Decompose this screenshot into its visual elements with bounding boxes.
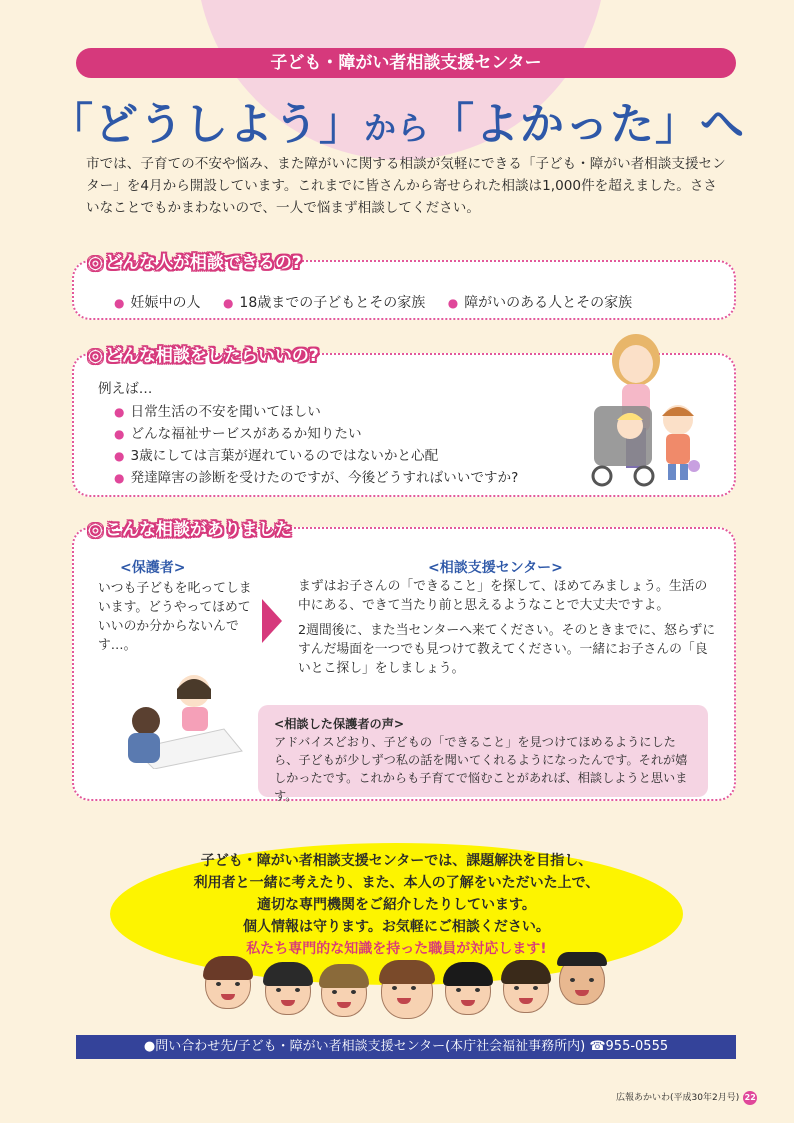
- section-who-heading-text: どんな人が相談できるの?: [104, 253, 302, 273]
- list-item: ● 発達障害の診断を受けたのですが、今後どうすればいいですか?: [114, 470, 519, 486]
- voice-title: <相談した保護者の声>: [274, 717, 405, 731]
- bullet-icon: ●: [447, 296, 459, 310]
- section-what-heading-text: どんな相談をしたらいいの?: [104, 346, 319, 366]
- parent-voice-box: [258, 705, 708, 803]
- info-highlight: 私たち専門的な知識を持った職員が対応します!: [246, 941, 547, 957]
- double-circle-icon: ◎: [88, 253, 103, 273]
- parent-text: いつも子どもを叱ってしまいます。どうやってほめていいのか分からないんです…。: [98, 581, 252, 653]
- voice-text: アドバイスどおり、子どもの「できること」を見つけてほめるようにしたら、子どもが少しずつ私の話を聞いてくれるようになったんです。それが嬉しかったです。これからも子育てで悩むことがあれば、相談しようと思います。: [274, 735, 688, 803]
- header-banner: 子ども・障がい者相談支援センター: [76, 48, 736, 78]
- example-label: 例えば…: [98, 381, 153, 397]
- center-heading: <相談支援センター>: [428, 560, 563, 576]
- page-number: 22: [743, 1091, 757, 1105]
- staff-face: [445, 965, 491, 1015]
- title-part3: へ: [700, 99, 745, 150]
- section-cases-heading-text: こんな相談がありました: [104, 520, 292, 540]
- info-line: 個人情報は守ります。お気軽にご相談ください。: [243, 919, 550, 935]
- parent-heading: <保護者>: [120, 560, 186, 576]
- title-part1: 「どうしよう」: [48, 99, 364, 150]
- bullet-icon: ●: [114, 449, 125, 463]
- staff-face: [503, 963, 549, 1013]
- info-text: [110, 850, 683, 960]
- list-item: ● 障がいのある人とその家族: [447, 295, 633, 311]
- bullet-icon: ●: [114, 405, 125, 419]
- title-connector: から: [363, 109, 430, 147]
- arrow-right-icon: [262, 599, 282, 643]
- page-title: [0, 88, 794, 152]
- section-what-heading: [88, 341, 319, 366]
- contact-bar: ●問い合わせ先/子ども・障がい者相談支援センター(本庁社会福祉事務所内) ☎955-0555: [76, 1035, 736, 1059]
- list-item: ● どんな福祉サービスがあるか知りたい: [114, 426, 362, 442]
- center-text-1: まずはお子さんの「できること」を探して、ほめてみましょう。生活の中にある、できて当たり前と思えるようなことで大丈夫ですよ。: [298, 579, 708, 613]
- publication-name: 広報あかいわ(平成30年2月号): [616, 1093, 740, 1103]
- mother-stroller-illustration: [586, 328, 706, 488]
- what-list: [114, 401, 518, 489]
- bullet-icon: ●: [114, 471, 125, 485]
- staff-face: [321, 967, 367, 1017]
- staff-faces: [205, 955, 605, 1025]
- section-cases: [72, 520, 736, 803]
- intro-paragraph: 市では、子育ての不安や悩み、また障がいに関する相談が気軽にできる「子ども・障がい者相談支援センター」を4月から開設しています。これまでに皆さんから寄せられた相談は1,000件を超えました。ささいなことでもかまわないので、一人で悩まず相談してください。: [86, 156, 726, 216]
- list-item: ● 妊娠中の人: [114, 295, 201, 311]
- bullet-icon: ●: [114, 296, 125, 310]
- center-text-2: 2週間後に、また当センターへ来てください。そのときまでに、怒らずにすんだ場面を一つでも見つけて教えてください。一緒にお子さんの「良いとこ探し」をしましょう。: [298, 623, 716, 676]
- who-list: [114, 292, 650, 312]
- staff-face: [559, 955, 605, 1005]
- info-line: 利用者と一緒に考えたり、また、本人の了解をいただいた上で、: [193, 875, 600, 891]
- list-item: ● 3歳にしては言葉が遅れているのではないかと心配: [114, 448, 439, 464]
- title-part2: 「よかった」: [430, 99, 700, 150]
- info-line: 適切な専門機関をご紹介したりしています。: [257, 897, 536, 913]
- staff-face: [381, 963, 433, 1019]
- consultation-illustration: [114, 669, 244, 769]
- double-circle-icon: ◎: [88, 346, 103, 366]
- page-footer: [616, 1090, 757, 1105]
- bullet-icon: ●: [114, 427, 125, 441]
- bullet-icon: ●: [222, 296, 234, 310]
- section-who: [72, 253, 736, 320]
- double-circle-icon: ◎: [88, 520, 103, 540]
- info-line: 子ども・障がい者相談支援センターでは、課題解決を目指し、: [200, 853, 593, 869]
- section-who-heading: [88, 248, 302, 273]
- list-item: ● 日常生活の不安を聞いてほしい: [114, 404, 321, 420]
- section-cases-heading: [88, 515, 292, 540]
- staff-face: [205, 959, 251, 1009]
- center-text: [298, 577, 718, 684]
- list-item: ● 18歳までの子どもとその家族: [222, 295, 426, 311]
- staff-face: [265, 965, 311, 1015]
